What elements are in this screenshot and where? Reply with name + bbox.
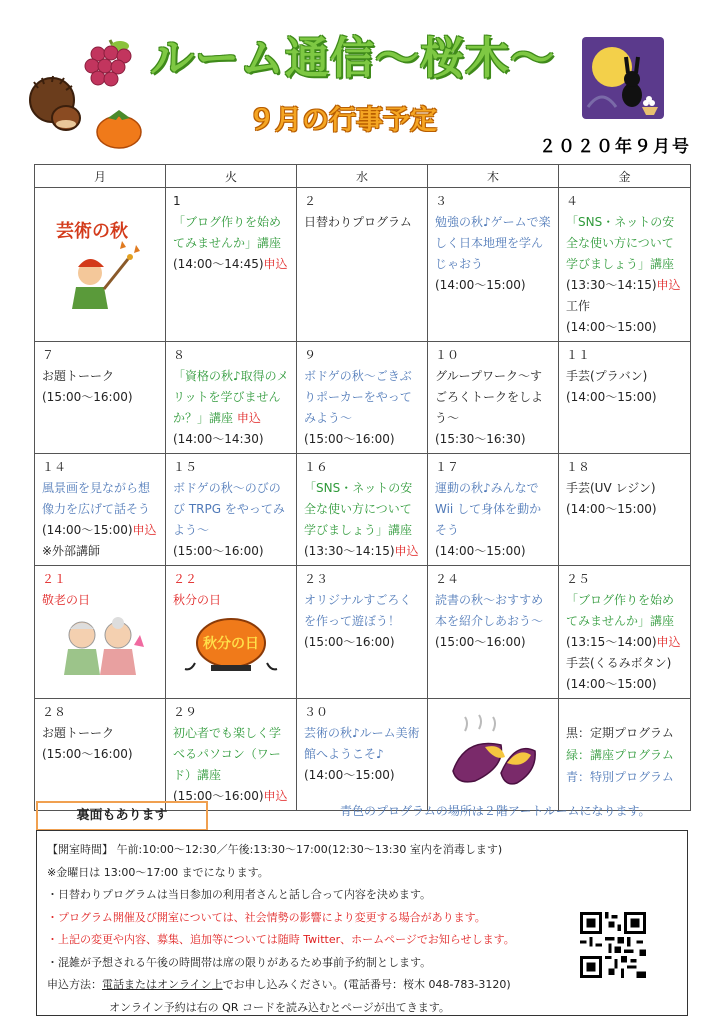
legend-regular: 黒：定期プログラム bbox=[566, 725, 674, 740]
event-time: (15:00～16:00) bbox=[42, 390, 133, 404]
calendar-cell bbox=[35, 566, 166, 699]
day-number: ２５ bbox=[566, 572, 591, 586]
event-title: 「SNS・ネットの安全な使い方について学びましょう」講座 bbox=[304, 481, 413, 537]
info-line-hours bbox=[47, 839, 677, 862]
event-time: (13:30～14:15) bbox=[566, 278, 657, 292]
calendar-cell bbox=[297, 566, 428, 699]
day-number: １５ bbox=[173, 460, 198, 474]
day-number: ７ bbox=[42, 348, 55, 362]
day-number: ２２ bbox=[173, 572, 198, 586]
back-side-note: 裏面もあります bbox=[36, 801, 208, 831]
calendar-cell bbox=[35, 454, 166, 566]
event-time: (14:00～15:00) bbox=[566, 677, 657, 691]
artist-icon bbox=[50, 211, 150, 311]
weekday-header bbox=[35, 165, 691, 188]
hours-label: 【開室時間】 bbox=[47, 843, 113, 856]
calendar-cell bbox=[428, 454, 559, 566]
day-number: ２１ bbox=[42, 572, 67, 586]
event-time: (15:00～16:00) bbox=[304, 635, 395, 649]
event-title: 読書の秋～おすすめ本を紹介しあおう～ bbox=[435, 593, 544, 628]
day-number: １７ bbox=[435, 460, 460, 474]
calendar-cell bbox=[559, 188, 691, 342]
day-number: ２３ bbox=[304, 572, 329, 586]
calendar-cell bbox=[166, 454, 297, 566]
equinox-sign-text: 秋分の日 bbox=[203, 636, 259, 652]
calendar-week bbox=[35, 342, 691, 454]
hours-text: 午前:10:00～12:30／午後:13:30～17:00(12:30～13:30 室内を消毒します) bbox=[113, 843, 503, 856]
calendar-cell bbox=[166, 699, 297, 811]
day-number: ２９ bbox=[173, 705, 198, 719]
moon-rabbit-icon bbox=[582, 37, 664, 119]
calendar-cell bbox=[428, 699, 559, 811]
day-number: ２４ bbox=[435, 572, 460, 586]
day-number: １０ bbox=[435, 348, 460, 362]
event-time: (15:00～16:00) bbox=[435, 635, 526, 649]
event-title: ボドゲの秋～ごきぶりポーカーをやってみよう～ bbox=[304, 369, 412, 425]
calendar-cell bbox=[428, 342, 559, 454]
legend-course: 緑：講座プログラム bbox=[566, 747, 674, 762]
chestnut-icon bbox=[26, 72, 84, 134]
event-time: (15:00～16:00) bbox=[42, 747, 133, 761]
event-title: 風景画を見ながら想像力を広げて話そう bbox=[42, 481, 151, 516]
calendar-cell bbox=[35, 342, 166, 454]
day-number: ３０ bbox=[304, 705, 329, 719]
apply-badge: 申込 bbox=[263, 789, 288, 803]
persimmon-icon bbox=[94, 106, 144, 150]
event-title: 「ブログ作りを始めてみませんか」講座 bbox=[566, 593, 675, 628]
day-number: ３ bbox=[435, 194, 448, 208]
calendar-cell bbox=[297, 188, 428, 342]
event-title: 手芸(プラバン) bbox=[566, 369, 648, 383]
event-title: 「資格の秋♪取得のメリットを学びませんか？」講座 bbox=[173, 369, 289, 425]
event-title: オリジナルすごろくを作って遊ぼう！ bbox=[304, 593, 412, 628]
calendar-cell bbox=[559, 566, 691, 699]
event-time: (14:00～14:45) bbox=[173, 257, 264, 271]
event-title: 手芸(くるみボタン) bbox=[566, 656, 672, 670]
day-number: １４ bbox=[42, 460, 67, 474]
calendar-cell bbox=[166, 566, 297, 699]
event-title: お題トーーク bbox=[42, 369, 115, 383]
grape-icon bbox=[80, 36, 134, 92]
calendar-cell bbox=[559, 454, 691, 566]
event-time: (13:15～14:00) bbox=[566, 635, 657, 649]
info-line-change: ・プログラム開催及び開室については、社会情勢の影響により変更する場合があります。 bbox=[47, 910, 486, 924]
event-title: 芸術の秋♪ルーム美術館へようこそ♪ bbox=[304, 726, 420, 761]
event-title: 「SNS・ネットの安全な使い方について学びましょう」講座 bbox=[566, 215, 675, 271]
calendar-cell bbox=[428, 188, 559, 342]
apply-badge: 申込 bbox=[656, 635, 681, 649]
event-time: (14:00～15:00) bbox=[435, 544, 526, 558]
page-title: ルーム通信～桜木～ bbox=[150, 33, 555, 84]
info-line-daily: ・日替わりプログラムは当日参加の利用者さんと話し合って内容を決めます。 bbox=[47, 888, 432, 901]
event-title: 「ブログ作りを始めてみませんか」講座 bbox=[173, 215, 282, 250]
calendar-cell bbox=[297, 342, 428, 454]
apply-badge: 申込 bbox=[236, 411, 261, 425]
art-sign-text: 芸術の秋 bbox=[56, 221, 128, 242]
legend-cell bbox=[559, 699, 691, 811]
event-time: (14:00～15:00) bbox=[42, 523, 133, 537]
holiday-name: 敬老の日 bbox=[42, 593, 91, 607]
calendar-cell bbox=[559, 342, 691, 454]
event-title: 手芸(UV レジン) bbox=[566, 481, 656, 495]
event-title: 勉強の秋♪ゲームで楽しく日本地理を学んじゃおう bbox=[435, 215, 551, 271]
day-number: １６ bbox=[304, 460, 329, 474]
calendar-week bbox=[35, 566, 691, 699]
calendar-week bbox=[35, 454, 691, 566]
weekday-wed: 水 bbox=[297, 165, 428, 188]
weekday-thu: 木 bbox=[428, 165, 559, 188]
event-calendar bbox=[34, 164, 691, 811]
event-title: お題トーーク bbox=[42, 726, 115, 740]
event-time: (14:00～14:30) bbox=[173, 432, 264, 446]
weekday-fri: 金 bbox=[559, 165, 691, 188]
event-note: ※外部講師 bbox=[42, 544, 101, 558]
weekday-tue: 火 bbox=[166, 165, 297, 188]
calendar-cell bbox=[297, 699, 428, 811]
day-number: １１ bbox=[566, 348, 591, 362]
event-time: (15:00～16:00) bbox=[173, 544, 264, 558]
day-number: ４ bbox=[566, 194, 579, 208]
day-number: ８ bbox=[173, 348, 186, 362]
page-subtitle: ９月の行事予定 bbox=[248, 105, 437, 136]
event-time: (13:30～14:15) bbox=[304, 544, 395, 558]
event-time: (14:00～15:00) bbox=[304, 768, 395, 782]
qr-code-icon bbox=[580, 912, 646, 978]
apply-badge: 申込 bbox=[263, 257, 288, 271]
calendar-cell bbox=[35, 188, 166, 342]
elderly-couple-icon bbox=[50, 615, 150, 675]
event-time: (14:00～15:00) bbox=[566, 320, 657, 334]
apply-badge: 申込 bbox=[132, 523, 157, 537]
event-title: 初心者でも楽しく学べるパソコン（ワード）講座 bbox=[173, 726, 282, 782]
day-number: ２ bbox=[304, 194, 317, 208]
event-time: (15:00～16:00) bbox=[173, 789, 264, 803]
info-line-online: オンライン予約は右の QR コードを読み込むとページが出てきます。 bbox=[109, 1000, 450, 1014]
calendar-week bbox=[35, 188, 691, 342]
sweet-potato-icon bbox=[445, 711, 541, 791]
day-number: ９ bbox=[304, 348, 317, 362]
apply-method-detail: でお申し込みください。(電話番号：桜木 048-783-3120) bbox=[222, 978, 511, 991]
info-line-reservation: ・混雑が予想される午後の時間帯は席の限りがあるため事前予約制とします。 bbox=[47, 955, 432, 969]
apply-badge: 申込 bbox=[656, 278, 681, 292]
event-time: (15:30～16:30) bbox=[435, 432, 526, 446]
event-title: ボドゲの秋～のびのび TRPG をやってみよう～ bbox=[173, 481, 285, 537]
legend-special: 青：特別プログラム bbox=[566, 769, 674, 784]
apply-method: 電話またはオンライン上 bbox=[102, 978, 223, 991]
autumn-equinox-sign-icon bbox=[181, 613, 281, 675]
calendar-cell bbox=[166, 188, 297, 342]
event-time: (14:00～15:00) bbox=[435, 278, 526, 292]
calendar-cell bbox=[35, 699, 166, 811]
event-title: 運動の秋♪みんなで Wii して身体を動かそう bbox=[435, 481, 542, 537]
event-title: 工作 bbox=[566, 299, 591, 313]
weekday-mon: 月 bbox=[35, 165, 166, 188]
event-time: (14:00～15:00) bbox=[566, 390, 657, 404]
calendar-week bbox=[35, 699, 691, 811]
calendar-cell bbox=[428, 566, 559, 699]
info-line-notice: ・上記の変更や内容、募集、追加等については随時 Twitter、ホームページでお知らせします。 bbox=[47, 933, 515, 946]
event-time: (14:00～15:00) bbox=[566, 502, 657, 516]
day-number: １８ bbox=[566, 460, 591, 474]
issue-date: ２０２０年９月号 bbox=[539, 137, 691, 157]
event-time: (15:00～16:00) bbox=[304, 432, 395, 446]
room-location-note: 青色のプログラムの場所は２階アートルームになります。 bbox=[340, 804, 651, 818]
apply-badge: 申込 bbox=[394, 544, 419, 558]
day-number: 1 bbox=[173, 194, 181, 208]
event-title: 日替わりプログラム bbox=[304, 215, 412, 229]
apply-method-label: 申込方法： bbox=[47, 978, 102, 991]
holiday-name: 秋分の日 bbox=[173, 593, 222, 607]
event-title: グループワーク～すごろくトークをしよう～ bbox=[435, 369, 544, 425]
calendar-cell bbox=[166, 342, 297, 454]
calendar-cell bbox=[297, 454, 428, 566]
day-number: ２８ bbox=[42, 705, 67, 719]
info-line-friday: ※金曜日は 13:00～17:00 までになります。 bbox=[47, 865, 269, 879]
